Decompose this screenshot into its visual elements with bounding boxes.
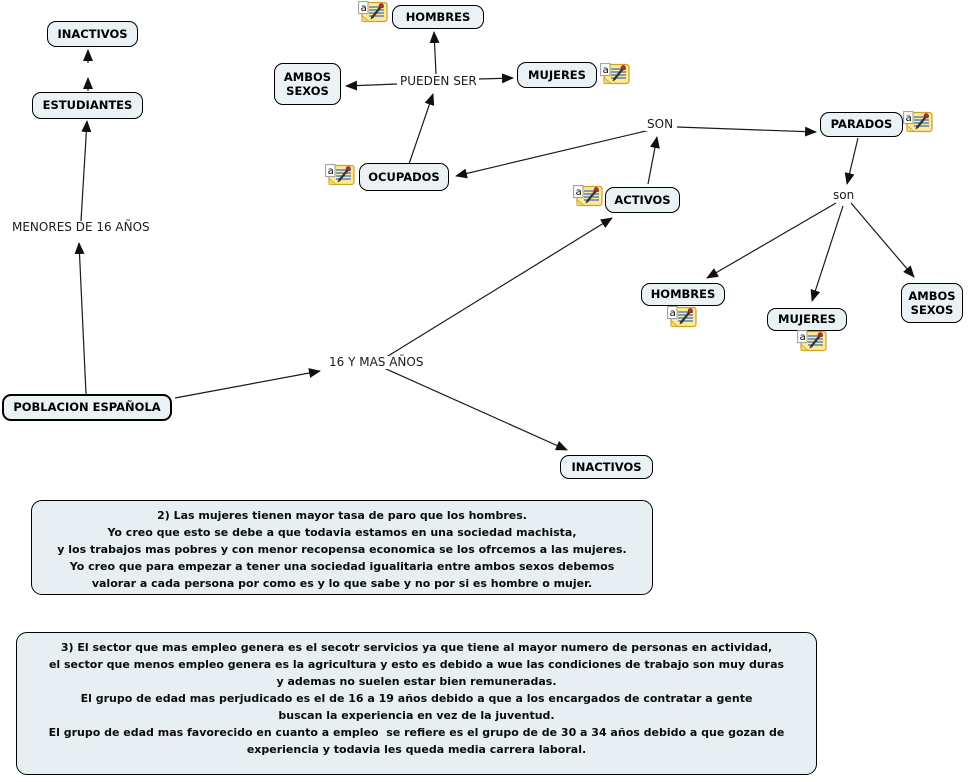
svg-text:a: a	[575, 187, 582, 198]
annotation-icon[interactable]	[797, 330, 827, 352]
link-line	[346, 84, 397, 86]
annotation-icon[interactable]	[325, 164, 355, 186]
node-hombres-top[interactable]: HOMBRES	[392, 5, 484, 29]
link-line	[409, 94, 433, 164]
link-line	[81, 121, 87, 221]
link-label-son-lower[interactable]: son	[833, 188, 855, 202]
svg-text:a: a	[799, 332, 806, 343]
annotation-icon[interactable]	[573, 185, 603, 207]
note-text-line: El grupo de edad mas perjudicado es el de 16 a 19 años debido a que a los encargados de contratar a gente	[80, 692, 753, 705]
link-line	[847, 138, 858, 184]
note-text-line: el sector que menos empleo genera es la agricultura y esto es debido a wue las condiciones de trabajo son muy duras	[48, 658, 785, 671]
link-line	[456, 130, 650, 176]
link-label-menores-de-16[interactable]: MENORES DE 16 AÑOS	[12, 220, 150, 234]
svg-text:a: a	[327, 166, 334, 177]
link-line	[175, 371, 320, 398]
annotation-icon[interactable]	[600, 63, 630, 85]
note-text-line: buscan la experiencia en vez de la juventud.	[278, 709, 555, 722]
node-ocupados[interactable]: OCUPADOS	[359, 163, 449, 191]
node-inactivos-bottom[interactable]: INACTIVOS	[560, 455, 653, 479]
note-text-line: y ademas no suelen estar bien remuneradas.	[276, 675, 557, 688]
link-line	[79, 243, 86, 394]
node-mujeres-parados[interactable]: MUJERES	[767, 308, 847, 331]
svg-text:a: a	[905, 113, 912, 124]
svg-text:a: a	[669, 308, 676, 319]
link-label-son-upper[interactable]: SON	[647, 117, 674, 131]
link-line	[375, 218, 612, 364]
link-line	[434, 32, 436, 74]
answer-note-2[interactable]	[31, 500, 653, 595]
node-ambos-sexos-parados[interactable]: AMBOS SEXOS	[901, 283, 963, 323]
pencil-eraser	[379, 4, 383, 8]
answer-note-3[interactable]	[16, 632, 817, 775]
svg-text:a: a	[602, 65, 609, 76]
note-text-line: 2) Las mujeres tienen mayor tasa de paro que los hombres.	[157, 509, 527, 522]
node-estudiantes[interactable]: ESTUDIANTES	[32, 92, 143, 119]
link-line	[677, 127, 816, 132]
node-poblacion-espanola[interactable]: POBLACION ESPAÑOLA	[2, 394, 172, 421]
annotation-icon[interactable]	[903, 111, 933, 133]
link-line	[812, 206, 843, 301]
note-text-line: valorar a cada persona por como es y lo que sabe y no por si es hombre o mujer.	[91, 577, 593, 590]
node-inactivos-top[interactable]: INACTIVOS	[47, 21, 138, 47]
note-text-line: experiencia y todavia les queda media carrera laboral.	[246, 743, 587, 756]
node-hombres-parados[interactable]: HOMBRES	[641, 283, 725, 306]
note-text-line: Yo creo que para empezar a tener una sociedad igualitaria entre ambos sexos debemos	[69, 560, 615, 573]
letter-a: a	[360, 3, 367, 14]
note-text-line: 3) El sector que mas empleo genera es el secotr servicios ya que tiene al mayor numero de personas en actividad,	[60, 641, 773, 654]
link-line	[375, 364, 567, 450]
note-text-line: El grupo de edad mas favorecido en cuanto a empleo se refiere es el grupo de de 30 a 34 años debido a que gozan de	[48, 726, 785, 739]
link-label-pueden-ser[interactable]: PUEDEN SER	[400, 74, 477, 88]
node-mujeres-top[interactable]: MUJERES	[517, 62, 597, 88]
link-label-16-y-mas-anos[interactable]: 16 Y MAS AÑOS	[329, 355, 424, 369]
node-ambos-sexos-top[interactable]: AMBOS SEXOS	[274, 63, 341, 105]
link-line	[851, 203, 914, 277]
node-parados[interactable]: PARADOS	[820, 112, 903, 137]
annotation-icon[interactable]	[358, 1, 388, 23]
node-activos[interactable]: ACTIVOS	[605, 187, 680, 213]
link-line	[707, 203, 836, 278]
link-line	[648, 137, 657, 184]
note-text-line: Yo creo que esto se debe a que todavia estamos en una sociedad machista,	[107, 526, 577, 539]
link-line	[479, 78, 513, 79]
note-text-line: y los trabajos mas pobres y con menor recopensa economica se los ofrcemos a las mujeres.	[57, 543, 627, 556]
annotation-icon[interactable]	[667, 306, 697, 328]
